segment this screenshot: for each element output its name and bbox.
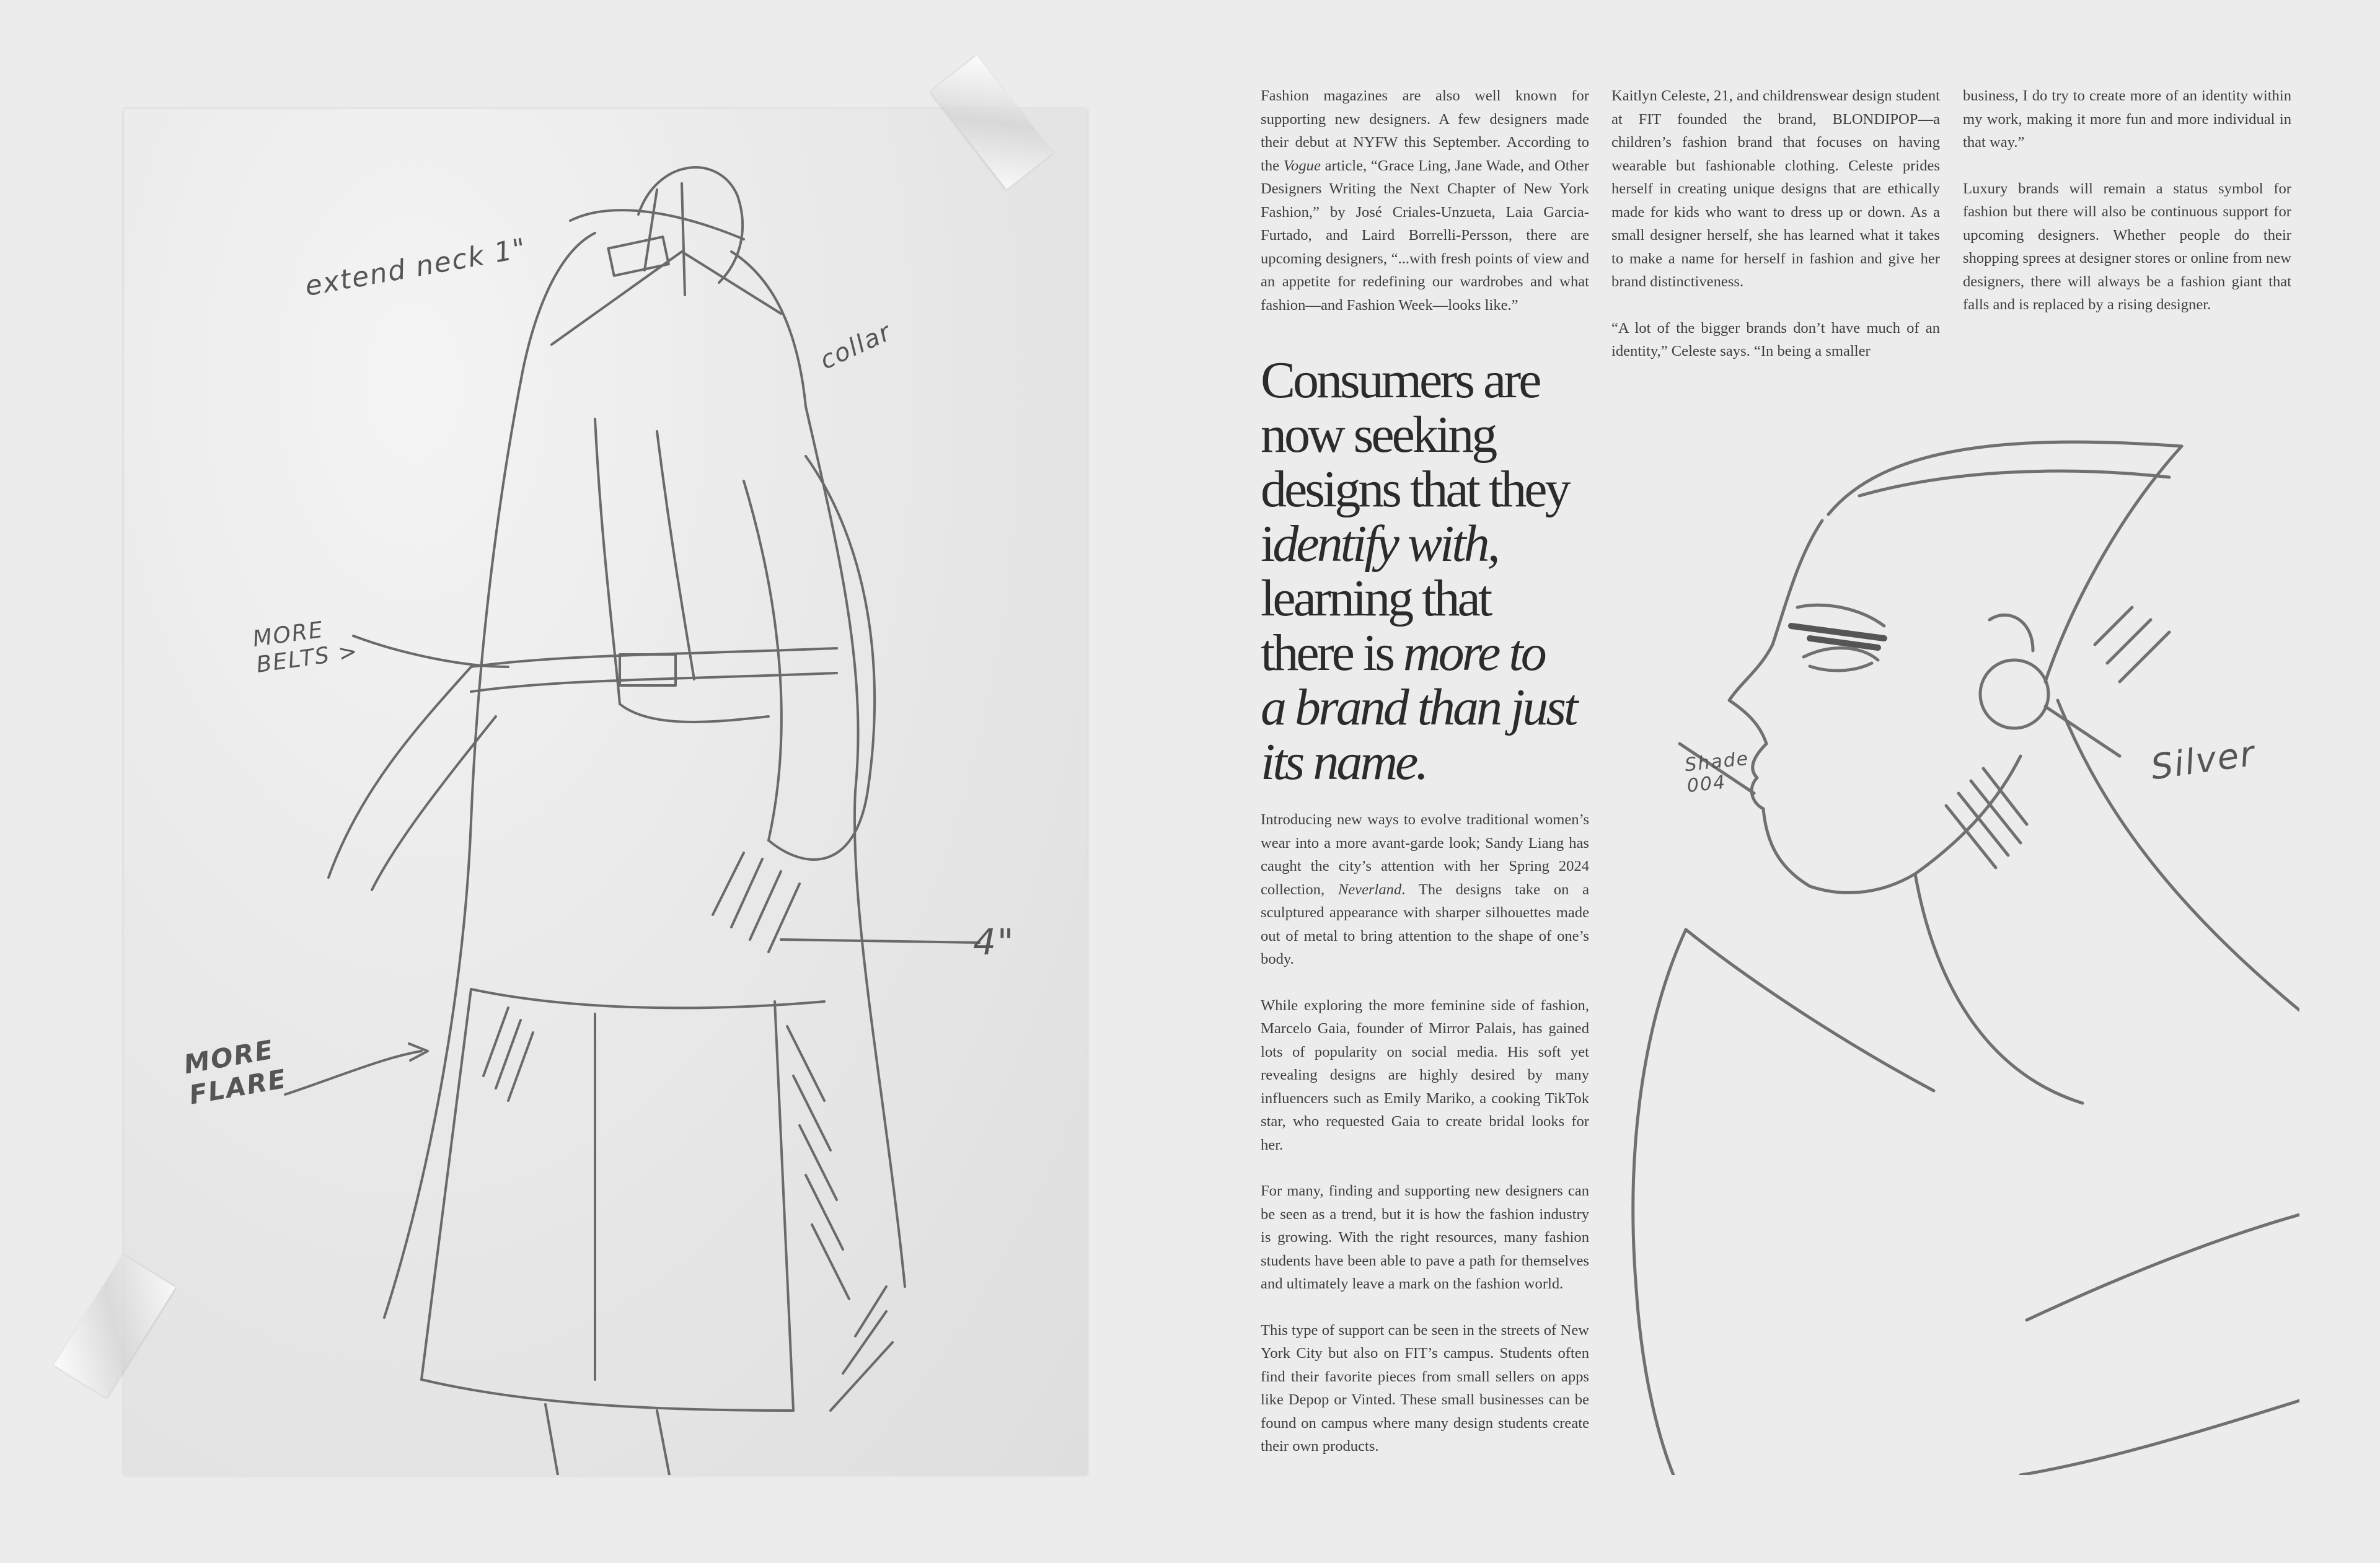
paragraph: business, I do try to create more of an identity within my work, making it more fun and more individual in that way.” bbox=[1963, 87, 2291, 151]
profile-face-sketch bbox=[1624, 421, 2299, 1475]
sketch-note-collar: collar bbox=[815, 317, 896, 376]
paragraph: Introducing new ways to evolve traditional women’s wear into a more avant-garde look; Sandy Liang has caught the city’s attention with her Spring 2024 collection, Neverland. The designs take on a sculptured appearance with sharper silhouettes made out of metal to bring attention to the shape of one’s body. bbox=[1261, 811, 1589, 967]
sketch-note-belts: MORE BELTS > bbox=[251, 617, 360, 678]
article-column-1-lower bbox=[1261, 808, 1589, 1481]
sketch-note-silver: Silver bbox=[2148, 733, 2258, 788]
paragraph: For many, finding and supporting new designers can be seen as a trend, but it is how the fashion industry is growing. With the right resources, many fashion students have been able to pave a path for themselves and ultimately leave a mark on the fashion world. bbox=[1261, 1182, 1589, 1292]
paragraph: This type of support can be seen in the streets of New York City but also on FIT’s campus. Students often find their favorite pieces from small sellers on apps like Depop or Vinted. These small businesses can be found on campus where many design students create their own products. bbox=[1261, 1321, 1589, 1455]
sketch-paper bbox=[124, 109, 1087, 1475]
paragraph: Fashion magazines are also well known for supporting new designers. A few designers made their debut at NYFW this September. According to the Vogue article, “Grace Ling, Jane Wade, and Other Designers Writing the Next Chapter of New York Fashion,” by José Criales-Unzueta, Laia Garcia-Furtado, and Laird Borrelli-Persson, there are upcoming designers, “...with fresh points of view and an appetite for redefining our wardrobes and what fashion—and Fashion Week—looks like.” bbox=[1261, 87, 1589, 314]
sketch-note-flare: MORE FLARE bbox=[181, 1034, 289, 1111]
article-column-2 bbox=[1611, 84, 1940, 386]
article-column-3 bbox=[1963, 84, 2291, 340]
trench-coat-sketch bbox=[124, 109, 1087, 1475]
paragraph: Luxury brands will remain a status symbol for fashion but there will also be continuous support for upcoming designers. Whether people do their shopping sprees at designer stores or online from new designers, there will always be a fashion giant that falls and is replaced by a rising designer. bbox=[1963, 180, 2292, 313]
paragraph: While exploring the more feminine side of fashion, Marcelo Gaia, founder of Mirror Palais, has gained lots of popularity on social media. His soft yet revealing designs are highly desired by many influencers such as Emily Mariko, a cooking TikTok star, who requested Gaia to create bridal looks for her. bbox=[1261, 997, 1589, 1153]
article-column-1 bbox=[1261, 84, 1589, 340]
paragraph: “A lot of the bigger brands don’t have much of an identity,” Celeste says. “In being a smaller bbox=[1611, 319, 1940, 359]
sketch-note-neck: extend neck 1" bbox=[302, 232, 529, 303]
paragraph: Kaitlyn Celeste, 21, and childrenswear design student at FIT founded the brand, BLONDIPOP—a children’s fashion brand that focuses on having wearable but fashionable clothing. Celeste prides herself in creating unique designs that are ethically made for kids who want to dress up or down. As a small designer herself, she has learned what it takes to make a name for herself in fashion and give her brand distinctiveness. bbox=[1611, 87, 1940, 290]
sketch-note-shade: Shade 004 bbox=[1683, 747, 1750, 798]
pull-quote: Consumers are now seeking designs that they identify with, learning that there is more to a brand than just its name. bbox=[1261, 351, 1576, 791]
sketch-note-four-inch: 4" bbox=[973, 921, 1015, 963]
